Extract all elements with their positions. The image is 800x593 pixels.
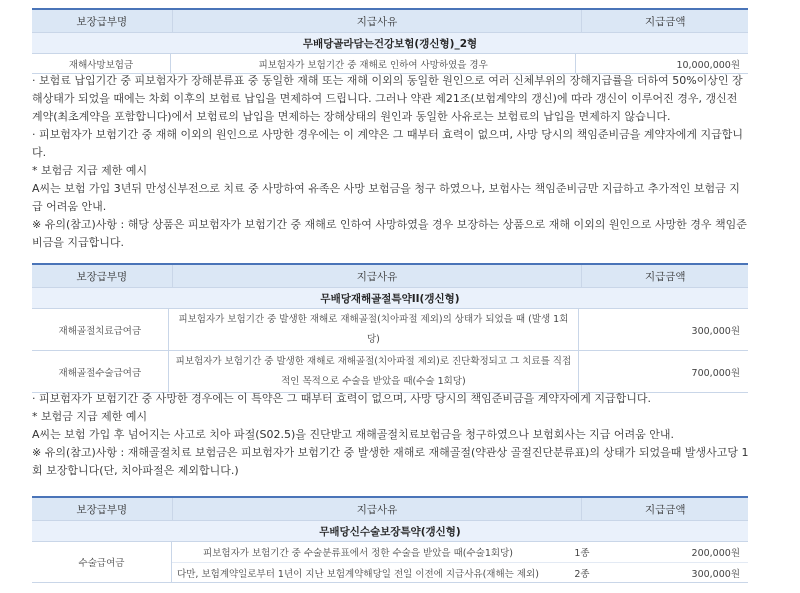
- note-death-other-cause: · 피보험자가 보험기간 중 재해 이외의 원인으로 사망한 경우에는 이 계약은 그 때부터 효력이 없으며, 사망 당시의 책임준비금을 계약자에게 지급합니다.: [32, 128, 743, 159]
- note-rider-death: · 피보험자가 보험기간 중 사망한 경우에는 이 특약은 그 때부터 효력이 없으며, 사망 당시의 책임준비금을 계약자에게 지급합니다.: [32, 392, 651, 405]
- product-name: 무배당재해골절특약II(갱신형): [32, 288, 748, 309]
- header-payment-amount: 지급금액: [581, 265, 748, 287]
- notes-section-1: [32, 72, 750, 252]
- note-limit-example: A씨는 보험 가입 3년뒤 만성신부전으로 치료 중 사망하여 유족은 사망 보험금을 청구 하였으나, 보험사는 책임준비금만 지급하고 추가적인 보험금 지급 어려움 안내.: [32, 182, 740, 213]
- note-waiver: · 보험료 납입기간 중 피보험자가 장해분류표 중 동일한 재해 또는 재해 이외의 동일한 원인으로 여러 신체부위의 장해지급률을 더하여 50%이상인 장해상태가 되었을 때에는 차회 이후의 보험료 납입을 면제하여 드립니다. 그러나 약관 제21조(보험계약의 갱신)에 따라 갱신이 이루어진 경우, 갱신전 계약(최초계약을 포함합니다)에서 보험료의 납입을 면제하는 장해상태의 원인과 동일한 사유로는 보험료의 납입을 면제하지 않습니다.: [32, 74, 743, 123]
- grade: 2종: [574, 568, 590, 580]
- header-payment-amount: 지급금액: [581, 498, 748, 520]
- header-payment-reason: 지급사유: [172, 10, 582, 32]
- coverage-table-3: [32, 496, 748, 583]
- table-row: [32, 309, 748, 351]
- payment-amount: 700,000원: [578, 351, 748, 392]
- table-header: [32, 265, 748, 288]
- table-row-group: [32, 542, 748, 583]
- benefit-name: 재해골절치료급여금: [58, 325, 142, 337]
- benefit-name: 재해사망보험금: [68, 59, 134, 71]
- payment-reason: 피보험자가 보험기간 중 재해로 인하여 사망하였을 경우: [170, 54, 575, 73]
- table-row: [32, 54, 748, 74]
- notes-section-2: [32, 390, 750, 480]
- note-caution: ※ 유의(참고)사항 : 재해골절치료 보험금은 피보험자가 보험기간 중 발생한 재해로 재해골절(약관상 골절진단분류표)의 상태가 되었을때 발생사고당 1회 보장합니다(단, 치아파절은 제외합니다.): [32, 446, 749, 477]
- note-caution: ※ 유의(참고)사항 : 해당 상품은 피보험자가 보험기간 중 재해로 인하여 사망하였을 경우 보장하는 상품으로 재해 이외의 원인으로 사망한 경우 책임준비금을 지급합니다.: [32, 218, 747, 249]
- coverage-table-2: [32, 263, 748, 393]
- payment-amount: 200,000원: [691, 548, 740, 559]
- header-payment-amount: 지급금액: [581, 10, 748, 32]
- payment-reason: 피보험자가 보험기간 중 발생한 재해로 재해골절(치아파절 제외)로 진단확정되고 그 치료를 직접적인 목적으로 수술을 받았을 때(수술 1회당): [168, 351, 578, 392]
- table-header: [32, 498, 748, 521]
- product-name: 무배당신수술보장특약(갱신형): [32, 521, 748, 542]
- header-payment-reason: 지급사유: [172, 265, 582, 287]
- coverage-table-1: [32, 8, 748, 74]
- payment-amount: 10,000,000원: [575, 54, 748, 73]
- grade: 1종: [574, 548, 590, 559]
- payment-amount: 300,000원: [691, 568, 740, 580]
- payment-reason: 다만, 보험계약일로부터 1년이 지난 보험계약해당일 전일 이전에 지급사유(재해는 제외): [177, 568, 539, 580]
- benefit-name: 재해골절수술급여금: [58, 367, 142, 379]
- header-benefit-name: 보장급부명: [76, 503, 128, 516]
- table-row: [32, 351, 748, 393]
- note-limit-title: * 보험금 지급 제한 예시: [32, 164, 148, 177]
- payment-amount: 300,000원: [578, 309, 748, 350]
- table-header: [32, 10, 748, 33]
- sub-row: [172, 563, 748, 582]
- sub-row: [172, 542, 748, 563]
- header-benefit-name: 보장급부명: [76, 15, 128, 28]
- header-benefit-name: 보장급부명: [76, 270, 128, 283]
- product-name: 무배당골라담는건강보험(갱신형)_2형: [32, 33, 748, 54]
- payment-reason: 피보험자가 보험기간 중 발생한 재해로 재해골절(치아파절 제외)의 상태가 되었을 때 (발생 1회당): [168, 309, 578, 350]
- payment-reason: 피보험자가 보험기간 중 수술분류표에서 정한 수술을 받았을 때(수술1회당): [203, 548, 513, 559]
- note-limit-title: * 보험금 지급 제한 예시: [32, 410, 148, 423]
- sub-rows: [171, 542, 748, 582]
- benefit-name: 수술급여금: [78, 558, 125, 569]
- header-payment-reason: 지급사유: [172, 498, 582, 520]
- note-limit-example: A씨는 보험 가입 후 넘어지는 사고로 치아 파절(S02.5)을 진단받고 재해골절치료보험금을 청구하였으나 보험회사는 지급 어려움 안내.: [32, 428, 674, 441]
